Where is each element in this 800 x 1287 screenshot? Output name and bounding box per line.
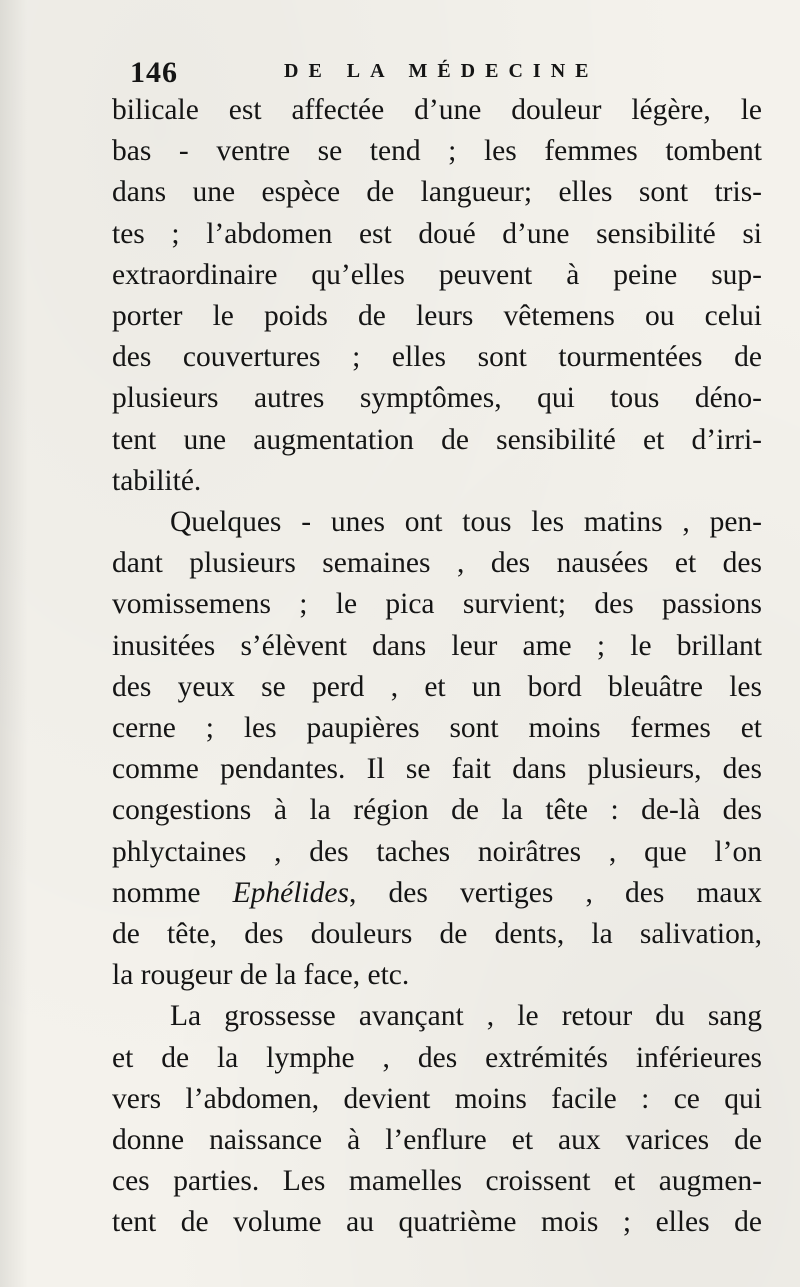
text-line: La grossesse avançant , le retour du sang (170, 1000, 762, 1033)
text-line: vers l’abdomen, devient moins facile : ce qui (112, 1082, 762, 1115)
body-text (112, 90, 762, 1244)
text-line: plusieurs autres symptômes, qui tous déno- (112, 382, 762, 415)
italic-term: Ephélides (232, 876, 349, 909)
text-line: extraordinaire qu’elles peuvent à peine sup- (112, 258, 762, 291)
text-line: bilicale est affectée d’une douleur légère, le (112, 94, 762, 126)
paragraph-3 (112, 996, 762, 1243)
text-line: phlyctaines , des taches noirâtres , que l’on (112, 835, 762, 868)
text-line: bas - ventre se tend ; les femmes tombent (112, 135, 762, 168)
text-line: des yeux se perd , et un bord bleuâtre les (112, 670, 762, 703)
text-line: porter le poids de leurs vêtemens ou celui (112, 300, 762, 333)
text-line: cerne ; les paupières sont moins fermes et (112, 712, 762, 745)
text-line: donne naissance à l’enflure et aux varices de (112, 1124, 762, 1157)
text-line: tabilité. (112, 464, 202, 497)
text-line: ces parties. Les mamelles croissent et augmen- (112, 1165, 762, 1198)
running-head (112, 50, 762, 90)
text-line: dant plusieurs semaines , des nausées et des (112, 547, 762, 580)
text-fragment: , des vertiges , des maux (348, 876, 762, 909)
text-line: et de la lymphe , des extrémités inférieures (112, 1041, 762, 1074)
text-line: dans une espèce de langueur; elles sont tris- (112, 176, 762, 209)
text-line: tent une augmentation de sensibilité et d’irri- (112, 423, 762, 456)
text-line: la rougeur de la face, etc. (112, 959, 410, 992)
text-line: congestions à la région de la tête : de-là des (112, 794, 762, 827)
running-title: DE LA MÉDECINE (284, 60, 599, 82)
text-line: tes ; l’abdomen est doué d’une sensibilité si (112, 217, 762, 250)
paragraph-1 (112, 90, 762, 502)
text-line: tent de volume au quatrième mois ; elles de (112, 1206, 762, 1239)
text-line (112, 873, 762, 914)
paragraph-2 (112, 502, 762, 996)
text-line: inusitées s’élèvent dans leur ame ; le brillant (112, 629, 762, 662)
text-fragment: nomme (112, 876, 233, 909)
text-line: comme pendantes. Il se fait dans plusieurs, des (112, 753, 762, 786)
page-number: 146 (130, 56, 178, 89)
text-line: de tête, des douleurs de dents, la salivation, (112, 918, 762, 951)
text-line: Quelques - unes ont tous les matins , pen- (170, 506, 762, 539)
text-line: des couvertures ; elles sont tourmentées de (112, 341, 762, 374)
text-line: vomissemens ; le pica survient; des passions (112, 588, 762, 621)
